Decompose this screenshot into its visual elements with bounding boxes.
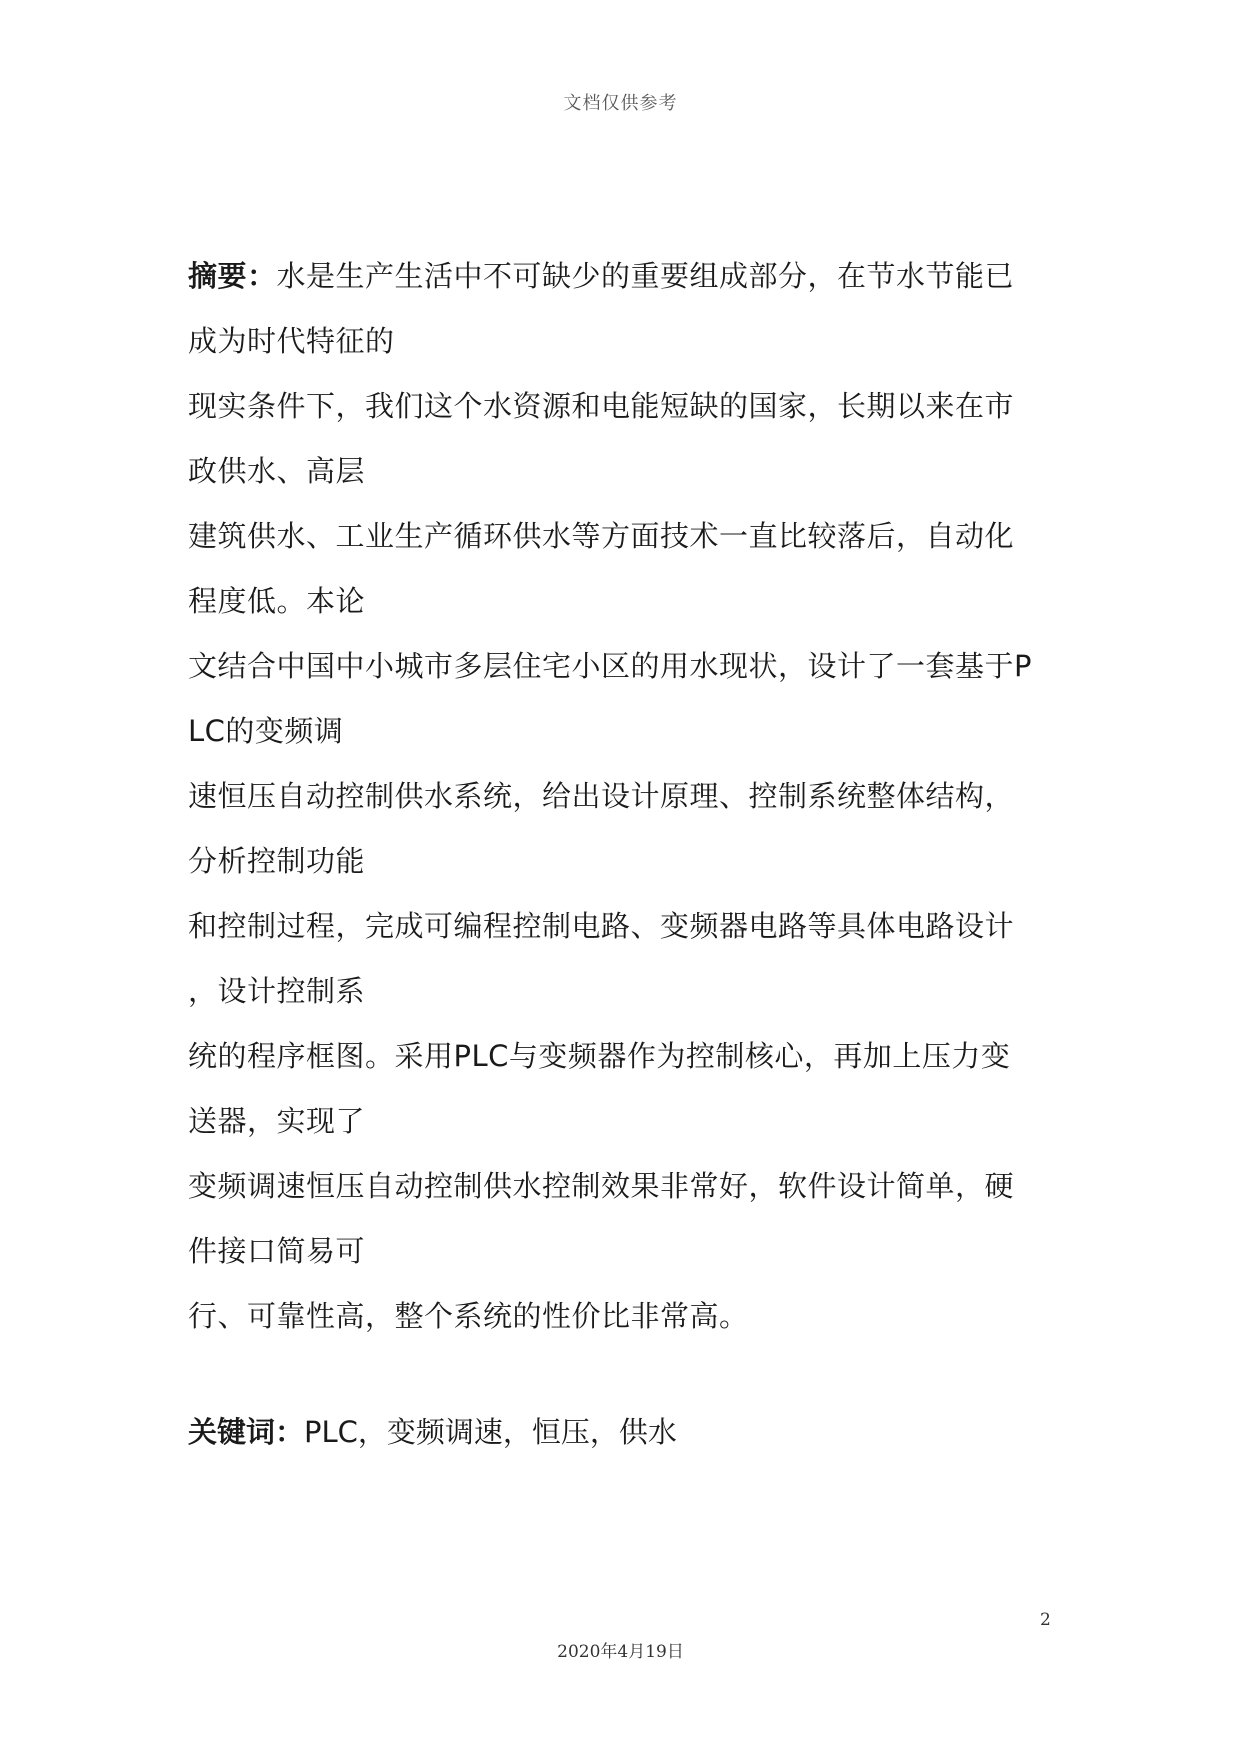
abstract-line: 建筑供水、工业生产循环供水等方面技术一直比较落后，自动化	[188, 519, 1015, 553]
abstract-line: 分析控制功能	[188, 844, 366, 878]
keywords-label: 关键词	[188, 1415, 276, 1449]
abstract-line	[188, 244, 1068, 309]
abstract-line: 件接口简易可	[188, 1234, 366, 1268]
abstract-section	[188, 244, 1068, 1349]
abstract-label: 摘要	[188, 259, 248, 293]
abstract-line: 文结合中国中小城市多层住宅小区的用水现状，设计了一套基于P	[188, 649, 1032, 683]
abstract-line: 送器，实现了	[188, 1104, 366, 1138]
abstract-line: 现实条件下，我们这个水资源和电能短缺的国家，长期以来在市	[188, 389, 1015, 423]
abstract-line: 政供水、高层	[188, 454, 366, 488]
abstract-line: LC的变频调	[188, 714, 344, 748]
abstract-line: 和控制过程，完成可编程控制电路、变频器电路等具体电路设计	[188, 909, 1015, 943]
abstract-line: 统的程序框图。采用PLC与变频器作为控制核心，再加上压力变	[188, 1039, 1011, 1073]
abstract-separator: ：	[247, 259, 277, 293]
keywords-separator: ：	[275, 1415, 305, 1449]
abstract-line: ，设计控制系	[188, 974, 366, 1008]
footer-date: 2020年4月19日	[557, 1642, 684, 1662]
abstract-line: 行、可靠性高，整个系统的性价比非常高。	[188, 1299, 749, 1333]
abstract-line: 变频调速恒压自动控制供水控制效果非常好，软件设计简单，硬	[188, 1169, 1015, 1203]
page-header: 文档仅供参考	[563, 93, 678, 114]
page-number: 2	[1040, 1610, 1051, 1630]
abstract-text: 水是生产生活中不可缺少的重要组成部分，在节水节能已	[276, 259, 1015, 293]
keywords-value: PLC，变频调速，恒压，供水	[304, 1415, 677, 1449]
abstract-line: 速恒压自动控制供水系统，给出设计原理、控制系统整体结构，	[188, 779, 1015, 813]
keywords-section	[188, 1400, 1068, 1465]
abstract-line: 成为时代特征的	[188, 324, 395, 358]
abstract-line: 程度低。本论	[188, 584, 366, 618]
